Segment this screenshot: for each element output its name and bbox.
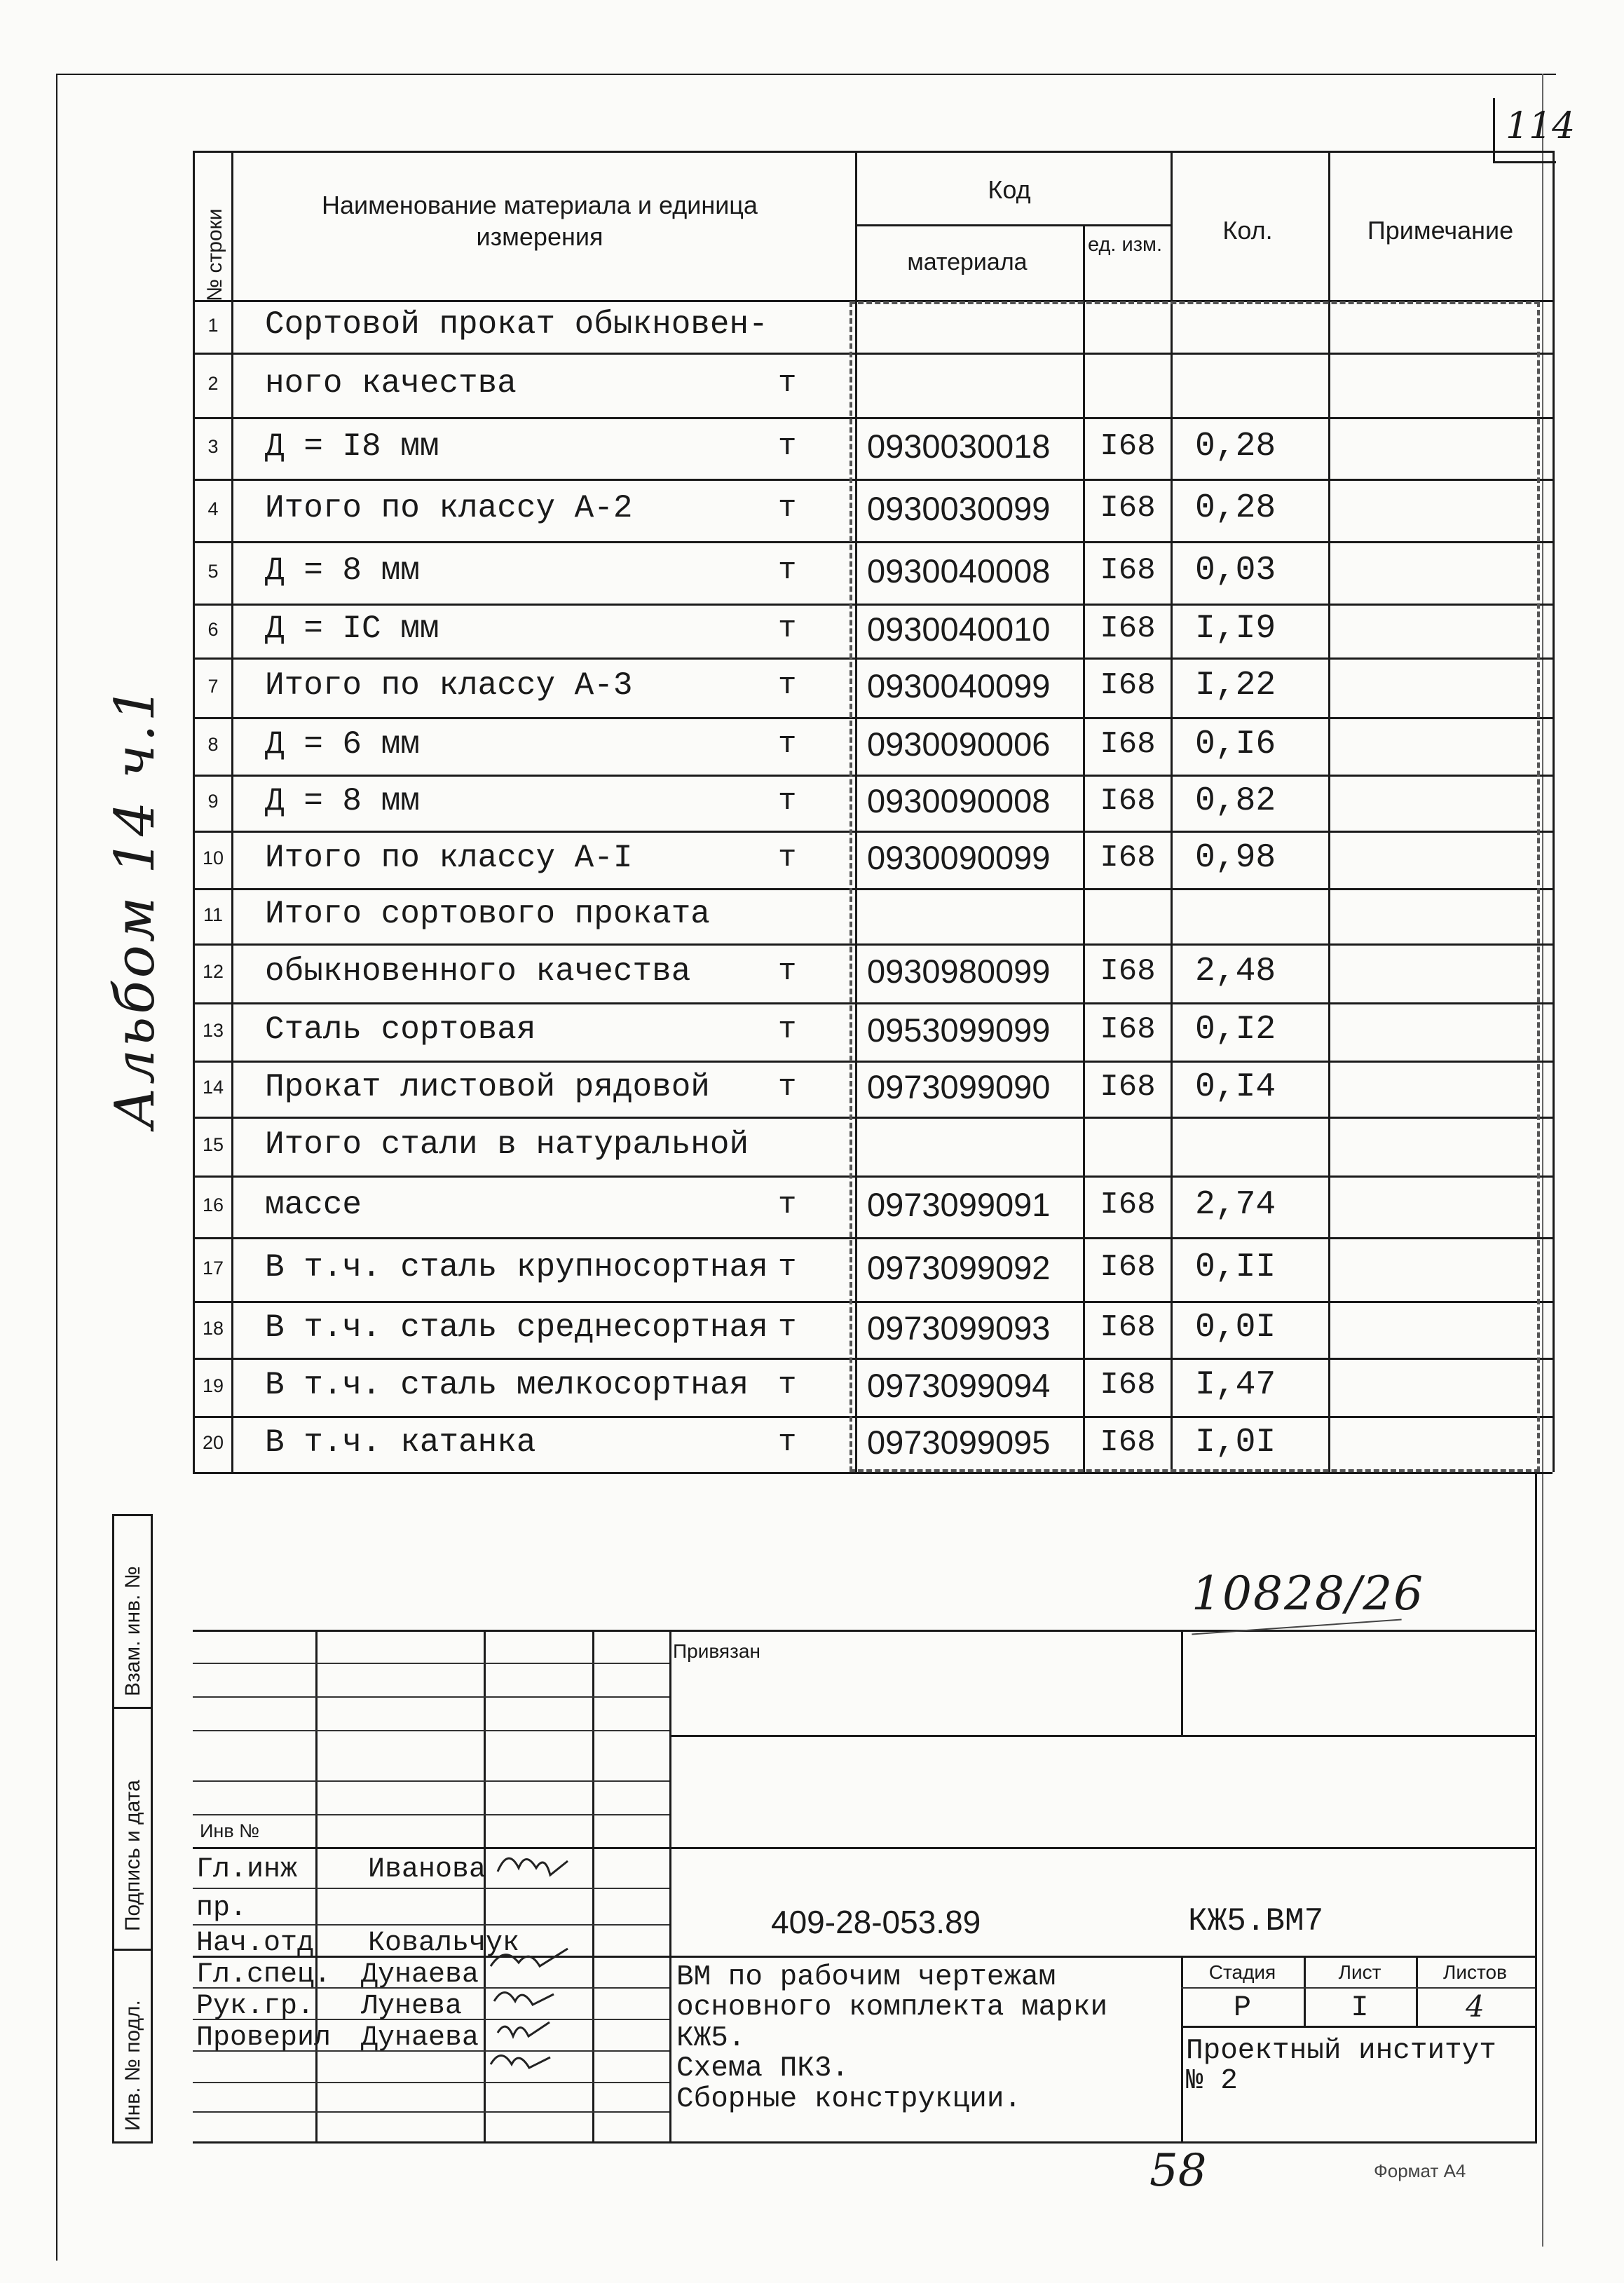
table-rule-horizontal xyxy=(193,1358,1553,1360)
table-rule-horizontal xyxy=(193,604,1553,606)
format-label: Формат А4 xyxy=(1374,2160,1466,2181)
unit-code: I68 xyxy=(1100,668,1156,704)
quantity: 0,98 xyxy=(1195,838,1276,877)
row-number: 6 xyxy=(207,618,219,640)
unit-label: т xyxy=(778,1310,797,1346)
material-code: 0930980099 xyxy=(867,953,1051,990)
table-rule-horizontal xyxy=(193,1002,1553,1004)
table-rule-vertical xyxy=(1553,151,1555,1472)
row-number: 4 xyxy=(207,498,219,519)
staff-name: Иванова xyxy=(368,1854,486,1886)
material-name: обыкновенного качества xyxy=(265,953,691,990)
row-number: 9 xyxy=(207,791,219,812)
unit-label: т xyxy=(778,726,797,762)
quantity: 0,I2 xyxy=(1195,1011,1276,1049)
quantity: 0,II xyxy=(1195,1248,1276,1287)
material-code: 0930090099 xyxy=(867,839,1051,877)
unit-code: I68 xyxy=(1100,491,1156,526)
material-name: В т.ч. сталь мелкосортная xyxy=(265,1367,749,1404)
table-rule-horizontal xyxy=(193,1117,1553,1119)
table-rule-horizontal xyxy=(193,888,1553,890)
organization-line: Проектный институт xyxy=(1186,2035,1496,2067)
organization-line: № 2 xyxy=(1186,2065,1238,2098)
unit-label: т xyxy=(778,953,797,989)
outer-border-top xyxy=(56,74,1556,75)
unit-label: т xyxy=(778,783,797,819)
quantity: I,0I xyxy=(1195,1423,1276,1461)
material-code: 0930090006 xyxy=(867,725,1051,763)
staff-role: Гл.инж xyxy=(196,1854,298,1886)
material-name: Д = 6 мм xyxy=(265,725,420,763)
stage-label: Стадия xyxy=(1208,1961,1276,1983)
table-rule-horizontal xyxy=(193,1061,1553,1063)
material-name: В т.ч. сталь крупносортная xyxy=(265,1249,768,1286)
staff-role: Гл.спец. xyxy=(196,1959,332,1991)
row-number: 1 xyxy=(207,314,219,336)
unit-code: I68 xyxy=(1100,1424,1156,1460)
staff-name: Лунева xyxy=(361,1991,463,2022)
table-rule-horizontal xyxy=(193,1472,1553,1474)
material-name: Д = 8 мм xyxy=(265,782,420,819)
material-name: ного качества xyxy=(265,364,517,402)
staff-role: Рук.гр. xyxy=(196,1991,315,2022)
material-name: Д = IC мм xyxy=(265,611,439,648)
quantity: 0,I6 xyxy=(1195,725,1276,763)
outer-border-left xyxy=(56,74,57,2261)
stamp-vzam-inv: Взам. инв. № xyxy=(121,1566,144,1696)
material-code: 0930040008 xyxy=(867,552,1051,590)
table-rule-horizontal xyxy=(193,1301,1553,1303)
stamp-inv-podl: Инв. № подл. xyxy=(121,2000,144,2131)
document-mark: КЖ5.ВМ7 xyxy=(1188,1903,1324,1940)
row-number: 10 xyxy=(202,847,224,869)
quantity: 2,74 xyxy=(1195,1185,1276,1224)
row-number: 18 xyxy=(202,1317,224,1339)
unit-code: I68 xyxy=(1100,783,1156,819)
description-line: КЖ5. xyxy=(676,2022,746,2054)
table-rule-vertical xyxy=(193,151,195,1472)
header-code: Код xyxy=(988,175,1031,204)
table-rule-horizontal xyxy=(193,657,1553,660)
unit-code: I68 xyxy=(1100,1250,1156,1286)
table-rule-horizontal xyxy=(193,1237,1553,1239)
unit-label: т xyxy=(778,1012,797,1048)
description-line: ВМ по рабочим чертежам xyxy=(676,1961,1056,1994)
signature-luneva xyxy=(498,2022,550,2036)
organization xyxy=(1186,2036,1496,2097)
table-rule-vertical xyxy=(1171,151,1173,1472)
unit-label: т xyxy=(778,840,797,875)
unit-code: I68 xyxy=(1100,1012,1156,1048)
row-number: 5 xyxy=(207,560,219,582)
unit-code: I68 xyxy=(1100,1187,1156,1222)
row-number: 20 xyxy=(202,1432,224,1454)
material-name: Сталь сортовая xyxy=(265,1011,536,1049)
row-number: 8 xyxy=(207,734,219,756)
unit-code: I68 xyxy=(1100,953,1156,989)
table-rule-horizontal xyxy=(193,775,1553,777)
row-number: 16 xyxy=(202,1194,224,1216)
row-number: 7 xyxy=(207,675,219,697)
quantity: 0,28 xyxy=(1195,427,1276,465)
row-number: 3 xyxy=(207,436,219,458)
reference-number: 10828/26 xyxy=(1192,1567,1425,1621)
material-name: Д = 8 мм xyxy=(265,552,420,590)
row-number: 15 xyxy=(202,1134,224,1156)
table-rule-horizontal xyxy=(855,224,1171,226)
unit-code: I68 xyxy=(1100,726,1156,762)
unit-label: т xyxy=(778,1069,797,1105)
material-code: 0973099093 xyxy=(867,1309,1051,1347)
header-code-unit: ед. изм. xyxy=(1087,233,1163,256)
material-code: 0973099091 xyxy=(867,1186,1051,1224)
signatures xyxy=(484,1844,666,2075)
stamp-podpis-data: Подпись и дата xyxy=(121,1780,144,1931)
row-number: 12 xyxy=(202,961,224,983)
material-code: 0973099095 xyxy=(867,1424,1051,1461)
material-code: 0930040010 xyxy=(867,610,1051,648)
quantity: I,47 xyxy=(1195,1366,1276,1405)
document-description xyxy=(676,1963,1107,2115)
unit-code: I68 xyxy=(1100,611,1156,647)
row-number: 11 xyxy=(203,904,224,925)
unit-label: т xyxy=(778,553,797,589)
row-number: 2 xyxy=(207,373,219,395)
material-name: Итого по классу А-3 xyxy=(265,667,633,704)
row-number: 17 xyxy=(202,1257,224,1279)
material-code: 0930040099 xyxy=(867,667,1051,704)
table-rule-horizontal xyxy=(193,151,1553,153)
material-code: 0973099090 xyxy=(867,1068,1051,1106)
quantity: 0,I4 xyxy=(1195,1068,1276,1106)
material-name: В т.ч. сталь среднесортная xyxy=(265,1309,768,1347)
table-rule-vertical xyxy=(855,151,857,1472)
description-line: Сборные конструкции. xyxy=(676,2083,1022,2115)
staff-role: пр. xyxy=(196,1893,247,1924)
table-rule-vertical xyxy=(1328,151,1330,1472)
quantity: 0,28 xyxy=(1195,489,1276,528)
material-name: Прокат листовой рядовой xyxy=(265,1068,710,1105)
unit-label: т xyxy=(778,1250,797,1286)
header-material-name: Наименование материала и единица измерения xyxy=(322,191,758,251)
row-number: 14 xyxy=(202,1077,224,1098)
material-name: Сортовой прокат обыкновен- xyxy=(265,306,768,343)
outer-border-right xyxy=(1542,74,1543,2247)
material-code: 0953099099 xyxy=(867,1011,1051,1049)
material-name: Д = I8 мм xyxy=(265,428,439,465)
quantity: 0,0I xyxy=(1195,1309,1276,1347)
material-name: Итого стали в натуральной xyxy=(265,1126,749,1163)
quantity: 0,82 xyxy=(1195,782,1276,820)
material-name: Итого по классу А-I xyxy=(265,839,633,876)
quantity: 2,48 xyxy=(1195,952,1276,990)
table-rule-horizontal xyxy=(193,417,1553,419)
page-number: 114 xyxy=(1506,105,1576,147)
sheet-value: I xyxy=(1351,1991,1369,2024)
unit-code: I68 xyxy=(1100,1368,1156,1403)
unit-code: I68 xyxy=(1100,1069,1156,1105)
header-row-number: № строки xyxy=(203,208,226,301)
table-rule-horizontal xyxy=(193,717,1553,719)
unit-label: т xyxy=(778,1187,797,1222)
sheet-label: Лист xyxy=(1338,1961,1381,1983)
unit-label: т xyxy=(778,365,797,401)
header-quantity: Кол. xyxy=(1222,216,1273,245)
material-code: 0930090008 xyxy=(867,782,1051,820)
table-rule-horizontal xyxy=(193,353,1553,355)
unit-code: I68 xyxy=(1100,1310,1156,1346)
staff-role: Нач.отд xyxy=(196,1928,315,1959)
table-rule-horizontal xyxy=(193,541,1553,543)
description-line: основного комплекта марки xyxy=(676,1991,1108,2024)
unit-code: I68 xyxy=(1100,428,1156,464)
row-number: 13 xyxy=(202,1019,224,1041)
unit-code: I68 xyxy=(1100,553,1156,589)
table-rule-horizontal xyxy=(193,943,1553,946)
signature-dunaeva xyxy=(494,1993,554,2005)
table-rule-horizontal xyxy=(193,1175,1553,1178)
privyazan-label: Привязан xyxy=(673,1640,760,1662)
sheets-value: 4 xyxy=(1466,1989,1485,2024)
bottom-page-number: 58 xyxy=(1149,2145,1207,2197)
signature-kovalchuk xyxy=(491,1949,568,1966)
material-code: 0973099092 xyxy=(867,1248,1051,1286)
unit-label: т xyxy=(778,1424,797,1460)
document-code: 409-28-053.89 xyxy=(771,1904,981,1940)
scan-dashed-mark xyxy=(849,301,852,1472)
table-rule-vertical xyxy=(1083,224,1085,1472)
album-label: Альбом 14 ч.1 xyxy=(104,683,167,1129)
sheets-label: Листов xyxy=(1443,1961,1507,1983)
description-line: Схема ПК3. xyxy=(676,2052,849,2085)
reference-underline xyxy=(1192,1619,1401,1635)
unit-label: т xyxy=(778,428,797,464)
row-number: 19 xyxy=(202,1375,224,1396)
stage-value: Р xyxy=(1233,1991,1252,2024)
header-note: Примечание xyxy=(1367,216,1514,245)
staff-name: Дунаева xyxy=(361,1959,479,1991)
unit-label: т xyxy=(778,611,797,647)
unit-code: I68 xyxy=(1100,840,1156,875)
table-rule-vertical xyxy=(231,151,233,1472)
staff-name: Дунаева xyxy=(361,2022,479,2054)
material-name: массе xyxy=(265,1186,362,1223)
table-rule-horizontal xyxy=(193,479,1553,481)
material-code: 0930030099 xyxy=(867,489,1051,527)
signature-ivanova xyxy=(498,1858,568,1875)
unit-label: т xyxy=(778,668,797,704)
material-code: 0973099094 xyxy=(867,1366,1051,1404)
material-name: В т.ч. катанка xyxy=(265,1424,536,1461)
unit-label: т xyxy=(778,1368,797,1403)
inv-number-label: Инв № xyxy=(200,1820,260,1841)
quantity: I,I9 xyxy=(1195,610,1276,648)
quantity: I,22 xyxy=(1195,667,1276,705)
staff-role: Проверил xyxy=(196,2022,332,2054)
table-rule-horizontal xyxy=(193,831,1553,833)
material-name: Итого сортового проката xyxy=(265,896,710,933)
header-code-material: материала xyxy=(907,249,1028,275)
signature-dunaeva-2 xyxy=(491,2056,550,2069)
quantity: 0,03 xyxy=(1195,552,1276,590)
staff-name: Ковальчук xyxy=(368,1928,520,1959)
unit-label: т xyxy=(778,491,797,526)
material-name: Итого по классу А-2 xyxy=(265,490,633,527)
material-code: 0930030018 xyxy=(867,428,1051,465)
table-rule-horizontal xyxy=(193,1416,1553,1418)
